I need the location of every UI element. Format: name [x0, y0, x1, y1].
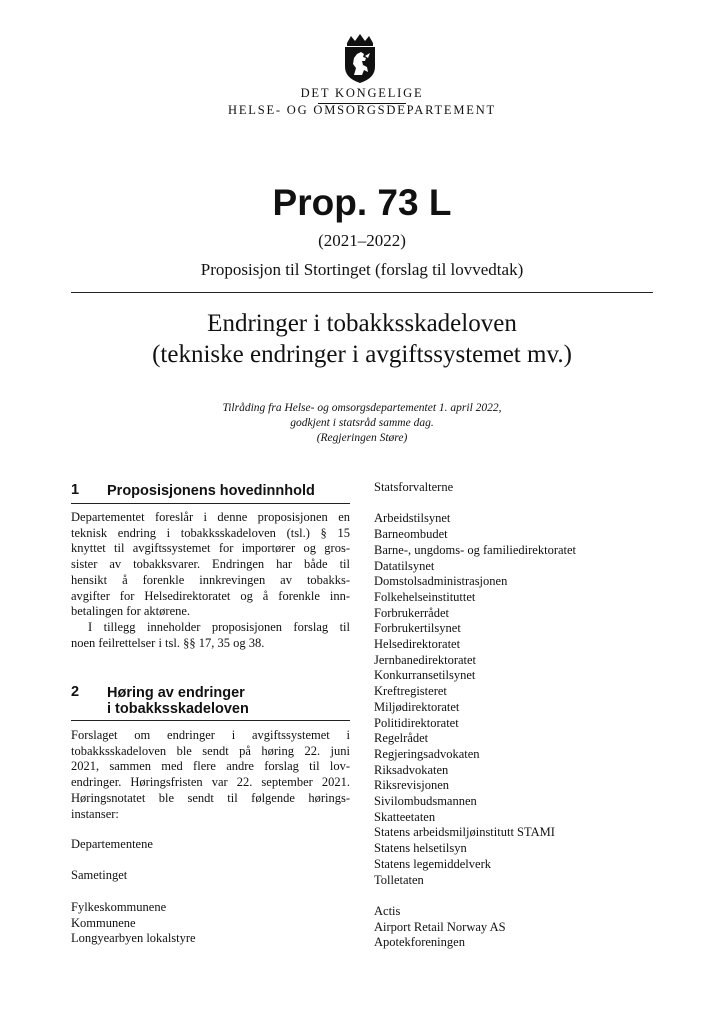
- approval-line-3: (Regjeringen Støre): [316, 432, 408, 444]
- list-item: Datatilsynet: [374, 558, 435, 573]
- recipient-kommunene: Kommunene: [71, 915, 136, 930]
- paragraph-line: teknisk endring i tobakksskadeloven (tsl.) § 15: [71, 525, 350, 540]
- session-years: (2021–2022): [318, 231, 406, 250]
- list-item: Skatteetaten: [374, 809, 436, 824]
- proposition-subtitle: Proposisjon til Stortinget (forslag til lovvedtak): [200, 260, 524, 279]
- list-item: Statens legemiddelverk: [374, 856, 491, 871]
- title-divider: [71, 292, 653, 293]
- paragraph-line: instanser:: [71, 806, 119, 821]
- approval-line-1: Tilråding fra Helse- og omsorgsdepartementet 1. april 2022,: [222, 402, 502, 414]
- section-2-number: 2: [71, 684, 80, 700]
- paragraph-line: endringer. Høringsfristen var 22. september 2021.: [71, 775, 350, 790]
- recipient-fylkeskommunene: Fylkeskommunene: [71, 900, 167, 914]
- list-item: Apotekforeningen: [374, 935, 465, 950]
- list-item: Arbeidstilsynet: [374, 511, 451, 526]
- list-item: Folkehelseinstituttet: [374, 589, 476, 604]
- list-item: Forbrukerrådet: [374, 605, 449, 620]
- section-2-rule: [71, 720, 350, 721]
- section-1-rule: [71, 503, 350, 504]
- section-1-number: 1: [71, 482, 80, 498]
- section-1-heading: Proposisjonens hovedinnhold: [107, 483, 315, 499]
- list-item: Forbrukertilsynet: [374, 621, 461, 636]
- document-title-line-1: Endringer i tobakksskadeloven: [207, 310, 517, 337]
- norwegian-coat-of-arms-lion-icon: [337, 34, 383, 84]
- paragraph-line: 2021, sammen med flere andre forslag til lov-: [71, 759, 350, 774]
- section-2-heading-line-1: Høring av endringer: [107, 685, 245, 701]
- list-item: Kreftregisteret: [374, 684, 447, 699]
- paragraph-line: avgifter for Helsedirektoratet og å forenkle inn-: [71, 588, 350, 603]
- paragraph-line: Forslaget om endringer i avgiftssystemet i: [71, 728, 350, 742]
- list-item: Miljødirektoratet: [374, 699, 460, 714]
- list-item: Riksadvokaten: [374, 762, 449, 777]
- list-item: Actis: [374, 903, 401, 918]
- paragraph-line: knyttet til avgiftssystemet for importører og gros-: [71, 541, 350, 556]
- list-item: Politidirektoratet: [374, 715, 459, 730]
- department-line-1: DET KONGELIGE: [300, 86, 424, 100]
- list-item: Konkurransetilsynet: [374, 668, 476, 683]
- document-title-line-2: (tekniske endringer i avgiftssystemet mv.): [152, 341, 572, 368]
- recipient-departementene: Departementene: [71, 837, 153, 851]
- recipient-longyearbyen: Longyearbyen lokalstyre: [71, 931, 196, 946]
- list-item: Statens arbeidsmiljøinstitutt STAMI: [374, 825, 555, 840]
- list-item: Riksrevisjonen: [374, 778, 449, 793]
- recipient-statsforvalterne: Statsforvalterne: [374, 480, 454, 494]
- department-line-2: HELSE- OG OMSORGSDEPARTEMENT: [228, 103, 496, 117]
- list-item: Airport Retail Norway AS: [374, 919, 506, 934]
- paragraph-line: hensikt å forenkle innkrevingen av tobakks-: [71, 572, 350, 587]
- list-item: Barne-, ungdoms- og familiedirektoratet: [374, 542, 577, 557]
- list-item: Barneombudet: [374, 527, 448, 542]
- paragraph-line: tobakksskadeloven ble sendt på høring 22. juni: [71, 743, 350, 758]
- list-item: Helsedirektoratet: [374, 637, 461, 652]
- section-2-heading-line-2: i tobakksskadeloven: [107, 701, 249, 717]
- list-item: Regelrådet: [374, 731, 429, 746]
- recipient-sametinget: Sametinget: [71, 868, 128, 882]
- list-item: Statens helsetilsyn: [374, 841, 467, 856]
- list-item: Tolletaten: [374, 872, 424, 887]
- section-2-paragraph: [71, 728, 350, 822]
- paragraph-line: sister av tobakksvarer. Endringen har både til: [71, 557, 350, 572]
- list-item: Domstolsadministrasjonen: [374, 574, 508, 589]
- coat-of-arms-logo: [337, 34, 383, 84]
- section-1-paragraph: [71, 510, 350, 651]
- list-item: Jernbanedirektoratet: [374, 652, 477, 667]
- paragraph-line: Høringsnotatet ble sendt til følgende hørings-: [71, 790, 350, 805]
- list-item: Sivilombudsmannen: [374, 794, 477, 809]
- paragraph-line: noen feilrettelser i tsl. §§ 17, 35 og 38.: [71, 635, 265, 650]
- proposition-number: Prop. 73 L: [272, 182, 452, 223]
- paragraph-line: I tillegg inneholder proposisjonen forslag til: [88, 619, 350, 634]
- approval-line-2: godkjent i statsråd samme dag.: [290, 417, 434, 429]
- recipient-list-right: [374, 480, 674, 951]
- paragraph-line: Departementet foreslår i denne proposisjonen en: [71, 510, 350, 524]
- list-item: Regjeringsadvokaten: [374, 746, 480, 761]
- paragraph-line: betalingen for aktørene.: [71, 604, 191, 619]
